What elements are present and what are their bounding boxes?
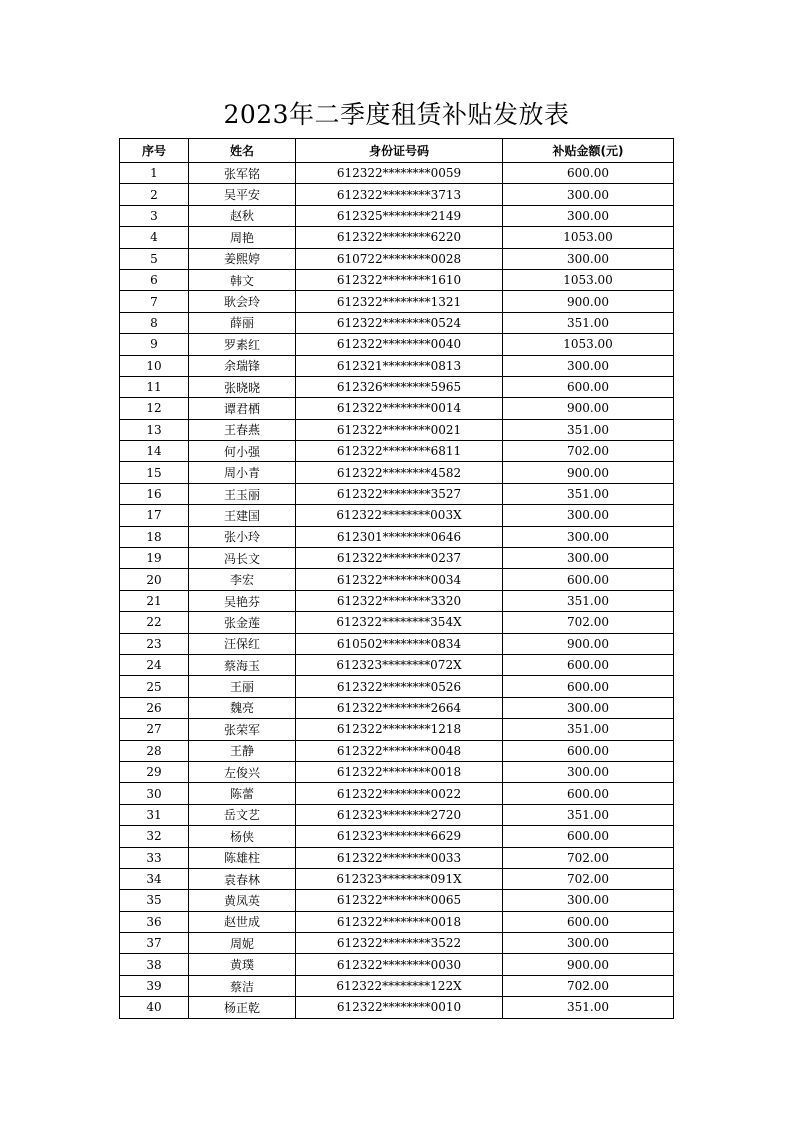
row-amount-cell: 900.00	[503, 398, 674, 419]
table-row	[120, 890, 674, 911]
row-name-cell: 耿会玲	[189, 291, 296, 312]
row-name-cell: 冯长文	[189, 548, 296, 569]
row-id-number-cell: 612322********0524	[296, 312, 503, 333]
row-name-cell: 余瑞锋	[189, 355, 296, 376]
row-amount-cell: 351.00	[503, 312, 674, 333]
row-index-cell: 27	[120, 719, 189, 740]
row-amount-cell: 702.00	[503, 441, 674, 462]
row-id-number-cell: 612322********0065	[296, 890, 503, 911]
table-row	[120, 719, 674, 740]
table-row	[120, 804, 674, 825]
table-row	[120, 398, 674, 419]
table-row	[120, 355, 674, 376]
table-row	[120, 312, 674, 333]
row-index-cell: 5	[120, 248, 189, 269]
row-id-number-cell: 612322********0018	[296, 911, 503, 932]
row-amount-cell: 300.00	[503, 355, 674, 376]
row-id-number-cell: 612323********6629	[296, 826, 503, 847]
row-index-cell: 19	[120, 548, 189, 569]
row-index-cell: 12	[120, 398, 189, 419]
row-id-number-cell: 612322********0033	[296, 847, 503, 868]
row-amount-cell: 600.00	[503, 911, 674, 932]
row-amount-cell: 702.00	[503, 612, 674, 633]
row-index-cell: 7	[120, 291, 189, 312]
row-index-cell: 32	[120, 826, 189, 847]
row-amount-cell: 1053.00	[503, 334, 674, 355]
row-name-cell: 杨正乾	[189, 997, 296, 1018]
table-row	[120, 590, 674, 611]
row-index-cell: 3	[120, 205, 189, 226]
row-amount-cell: 300.00	[503, 205, 674, 226]
row-index-cell: 25	[120, 676, 189, 697]
table-row	[120, 826, 674, 847]
row-name-cell: 左俊兴	[189, 761, 296, 782]
header-name: 姓名	[189, 139, 296, 163]
table-row	[120, 334, 674, 355]
row-amount-cell: 351.00	[503, 804, 674, 825]
row-amount-cell: 300.00	[503, 933, 674, 954]
row-id-number-cell: 612325********2149	[296, 205, 503, 226]
table-row	[120, 975, 674, 996]
row-name-cell: 张荣军	[189, 719, 296, 740]
row-name-cell: 罗素红	[189, 334, 296, 355]
table-row	[120, 933, 674, 954]
table-row	[120, 847, 674, 868]
row-name-cell: 王静	[189, 740, 296, 761]
table-row	[120, 227, 674, 248]
row-id-number-cell: 612322********0018	[296, 761, 503, 782]
row-id-number-cell: 612323********2720	[296, 804, 503, 825]
table-row	[120, 740, 674, 761]
row-amount-cell: 900.00	[503, 291, 674, 312]
row-amount-cell: 300.00	[503, 697, 674, 718]
row-name-cell: 周妮	[189, 933, 296, 954]
table-body	[120, 163, 674, 1019]
row-index-cell: 8	[120, 312, 189, 333]
row-name-cell: 吴艳芬	[189, 590, 296, 611]
table-row	[120, 697, 674, 718]
row-amount-cell: 900.00	[503, 954, 674, 975]
row-index-cell: 10	[120, 355, 189, 376]
row-name-cell: 黄凤英	[189, 890, 296, 911]
row-id-number-cell: 612322********4582	[296, 462, 503, 483]
table-row	[120, 163, 674, 184]
table-row	[120, 761, 674, 782]
header-amount: 补贴金额(元)	[503, 139, 674, 163]
row-id-number-cell: 612322********0526	[296, 676, 503, 697]
row-id-number-cell: 610722********0028	[296, 248, 503, 269]
table-row	[120, 376, 674, 397]
row-amount-cell: 300.00	[503, 184, 674, 205]
row-amount-cell: 300.00	[503, 548, 674, 569]
row-amount-cell: 300.00	[503, 505, 674, 526]
row-name-cell: 谭君栖	[189, 398, 296, 419]
row-index-cell: 6	[120, 269, 189, 290]
row-id-number-cell: 612322********0021	[296, 419, 503, 440]
row-name-cell: 何小强	[189, 441, 296, 462]
table-row	[120, 654, 674, 675]
row-amount-cell: 900.00	[503, 462, 674, 483]
row-amount-cell: 1053.00	[503, 269, 674, 290]
row-amount-cell: 600.00	[503, 740, 674, 761]
row-name-cell: 王丽	[189, 676, 296, 697]
row-id-number-cell: 612322********003X	[296, 505, 503, 526]
table-row	[120, 548, 674, 569]
row-amount-cell: 600.00	[503, 163, 674, 184]
row-amount-cell: 702.00	[503, 847, 674, 868]
row-name-cell: 王玉丽	[189, 483, 296, 504]
row-id-number-cell: 612322********1610	[296, 269, 503, 290]
row-index-cell: 9	[120, 334, 189, 355]
row-id-number-cell: 612322********122X	[296, 975, 503, 996]
row-name-cell: 姜熙婷	[189, 248, 296, 269]
row-id-number-cell: 612322********354X	[296, 612, 503, 633]
row-index-cell: 15	[120, 462, 189, 483]
row-id-number-cell: 612322********3713	[296, 184, 503, 205]
row-index-cell: 33	[120, 847, 189, 868]
table-row	[120, 505, 674, 526]
row-name-cell: 陈蕾	[189, 783, 296, 804]
row-index-cell: 4	[120, 227, 189, 248]
table-row	[120, 291, 674, 312]
row-name-cell: 黄璞	[189, 954, 296, 975]
table-row	[120, 441, 674, 462]
table-row	[120, 483, 674, 504]
row-amount-cell: 1053.00	[503, 227, 674, 248]
row-name-cell: 周小青	[189, 462, 296, 483]
row-name-cell: 张军铭	[189, 163, 296, 184]
row-id-number-cell: 612301********0646	[296, 526, 503, 547]
row-name-cell: 赵秋	[189, 205, 296, 226]
row-id-number-cell: 612323********091X	[296, 868, 503, 889]
row-amount-cell: 351.00	[503, 483, 674, 504]
table-row	[120, 997, 674, 1018]
row-name-cell: 袁春林	[189, 868, 296, 889]
row-amount-cell: 702.00	[503, 975, 674, 996]
row-id-number-cell: 612323********072X	[296, 654, 503, 675]
row-id-number-cell: 612321********0813	[296, 355, 503, 376]
table-row	[120, 612, 674, 633]
table-row	[120, 419, 674, 440]
row-name-cell: 薛丽	[189, 312, 296, 333]
row-name-cell: 张晓晓	[189, 376, 296, 397]
header-index: 序号	[120, 139, 189, 163]
row-index-cell: 37	[120, 933, 189, 954]
row-id-number-cell: 612322********0014	[296, 398, 503, 419]
table-row	[120, 633, 674, 654]
row-id-number-cell: 612322********3320	[296, 590, 503, 611]
row-index-cell: 29	[120, 761, 189, 782]
row-id-number-cell: 612322********1321	[296, 291, 503, 312]
row-index-cell: 14	[120, 441, 189, 462]
row-name-cell: 汪保红	[189, 633, 296, 654]
row-id-number-cell: 612322********3527	[296, 483, 503, 504]
table-row	[120, 569, 674, 590]
row-index-cell: 36	[120, 911, 189, 932]
row-name-cell: 韩文	[189, 269, 296, 290]
row-amount-cell: 702.00	[503, 868, 674, 889]
row-index-cell: 30	[120, 783, 189, 804]
row-id-number-cell: 612322********1218	[296, 719, 503, 740]
row-index-cell: 28	[120, 740, 189, 761]
row-amount-cell: 351.00	[503, 419, 674, 440]
row-name-cell: 李宏	[189, 569, 296, 590]
row-id-number-cell: 612322********0034	[296, 569, 503, 590]
row-amount-cell: 300.00	[503, 248, 674, 269]
row-index-cell: 39	[120, 975, 189, 996]
row-amount-cell: 600.00	[503, 569, 674, 590]
row-id-number-cell: 612322********0059	[296, 163, 503, 184]
row-name-cell: 周艳	[189, 227, 296, 248]
row-amount-cell: 600.00	[503, 654, 674, 675]
header-id: 身份证号码	[296, 139, 503, 163]
row-name-cell: 张小玲	[189, 526, 296, 547]
row-amount-cell: 600.00	[503, 783, 674, 804]
row-index-cell: 2	[120, 184, 189, 205]
row-name-cell: 岳文艺	[189, 804, 296, 825]
row-index-cell: 13	[120, 419, 189, 440]
document-title: 2023年二季度租赁补贴发放表	[223, 100, 570, 129]
row-index-cell: 11	[120, 376, 189, 397]
row-id-number-cell: 612322********6811	[296, 441, 503, 462]
subsidy-table	[119, 138, 674, 1019]
row-name-cell: 杨侠	[189, 826, 296, 847]
row-id-number-cell: 612322********0030	[296, 954, 503, 975]
row-id-number-cell: 612322********0048	[296, 740, 503, 761]
table-row	[120, 676, 674, 697]
row-name-cell: 赵世成	[189, 911, 296, 932]
row-index-cell: 20	[120, 569, 189, 590]
row-amount-cell: 300.00	[503, 761, 674, 782]
row-id-number-cell: 612322********0237	[296, 548, 503, 569]
row-index-cell: 1	[120, 163, 189, 184]
row-id-number-cell: 612322********6220	[296, 227, 503, 248]
row-amount-cell: 900.00	[503, 633, 674, 654]
table-row	[120, 269, 674, 290]
row-amount-cell: 351.00	[503, 719, 674, 740]
row-id-number-cell: 612322********0022	[296, 783, 503, 804]
header-row	[120, 139, 674, 163]
row-index-cell: 24	[120, 654, 189, 675]
row-index-cell: 34	[120, 868, 189, 889]
row-name-cell: 蔡洁	[189, 975, 296, 996]
table-row	[120, 954, 674, 975]
row-amount-cell: 300.00	[503, 526, 674, 547]
row-index-cell: 35	[120, 890, 189, 911]
row-id-number-cell: 612322********0010	[296, 997, 503, 1018]
table-row	[120, 783, 674, 804]
row-index-cell: 38	[120, 954, 189, 975]
row-amount-cell: 600.00	[503, 376, 674, 397]
row-name-cell: 魏亮	[189, 697, 296, 718]
row-name-cell: 王春燕	[189, 419, 296, 440]
row-name-cell: 王建国	[189, 505, 296, 526]
row-index-cell: 17	[120, 505, 189, 526]
row-name-cell: 蔡海玉	[189, 654, 296, 675]
row-index-cell: 31	[120, 804, 189, 825]
row-amount-cell: 600.00	[503, 826, 674, 847]
row-amount-cell: 351.00	[503, 997, 674, 1018]
row-name-cell: 陈雄柱	[189, 847, 296, 868]
row-index-cell: 22	[120, 612, 189, 633]
row-index-cell: 40	[120, 997, 189, 1018]
table-row	[120, 184, 674, 205]
row-name-cell: 张金莲	[189, 612, 296, 633]
row-amount-cell: 600.00	[503, 676, 674, 697]
table-row	[120, 248, 674, 269]
row-name-cell: 吴平安	[189, 184, 296, 205]
table-row	[120, 205, 674, 226]
row-amount-cell: 300.00	[503, 890, 674, 911]
table-row	[120, 911, 674, 932]
table-row	[120, 868, 674, 889]
row-index-cell: 16	[120, 483, 189, 504]
row-id-number-cell: 612322********3522	[296, 933, 503, 954]
row-index-cell: 18	[120, 526, 189, 547]
row-id-number-cell: 612322********2664	[296, 697, 503, 718]
row-id-number-cell: 612326********5965	[296, 376, 503, 397]
table-row	[120, 526, 674, 547]
table-row	[120, 462, 674, 483]
row-index-cell: 23	[120, 633, 189, 654]
row-index-cell: 26	[120, 697, 189, 718]
row-id-number-cell: 612322********0040	[296, 334, 503, 355]
row-amount-cell: 351.00	[503, 590, 674, 611]
row-id-number-cell: 610502********0834	[296, 633, 503, 654]
row-index-cell: 21	[120, 590, 189, 611]
